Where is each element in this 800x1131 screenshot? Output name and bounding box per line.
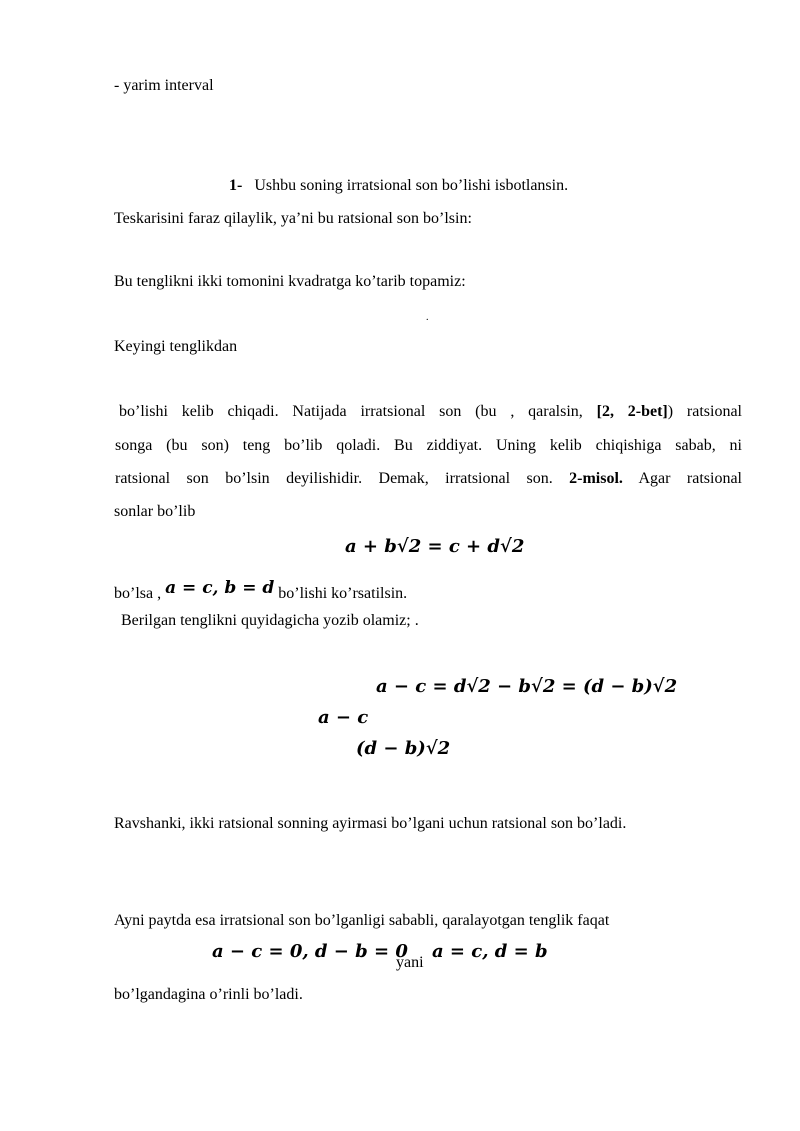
- text-line-same-time: Ayni paytda esa irratsional son bo’lganligi sababli, qaralayotgan tenglik faqat: [114, 912, 610, 929]
- equation-5: a − c = 0, d − b = 0: [212, 941, 408, 962]
- equation-inline-1: a = c, b = d: [165, 578, 275, 598]
- paragraph-line-1: bo’lishi kelib chiqadi. Natijada irratsional son (bu , qaralsin, [2, 2-bet]) ratsional: [119, 403, 743, 420]
- equation-3: a − c: [318, 707, 369, 728]
- text-line-assume: Teskarisini faraz qilaylik, ya’ni bu ratsional son bo’lsin:: [114, 210, 472, 227]
- text-line-clear: Ravshanki, ikki ratsional sonning ayirmasi bo’lgani uchun ratsional son bo’ladi.: [114, 815, 627, 832]
- paragraph-line-2: songa (bu son) teng bo’lib qoladi. Bu ziddiyat. Uning kelib chiqishiga sabab, ni: [115, 437, 742, 454]
- paragraph-line-4: sonlar bo’lib: [114, 503, 196, 520]
- text-line-bolsa: bo’lsa , a = c, b = d bo’lishi ko’rsatilsin.: [114, 578, 408, 602]
- heading-text: Ushbu soning irratsional son bo’lishi isbotlansin.: [254, 177, 569, 194]
- paragraph-line-3: ratsional son bo’lsin deyilishidir. Demak, irratsional son. 2-misol. Agar ratsional: [115, 470, 742, 487]
- equation-6: a = c, d = b: [432, 941, 548, 962]
- text-line-square: Bu tenglikni ikki tomonini kvadratga ko’tarib topamiz:: [114, 273, 466, 290]
- text-line-yarim-interval: - yarim interval: [114, 77, 214, 94]
- heading-number: 1-: [229, 177, 243, 194]
- reference: [2, 2-bet]: [596, 403, 668, 420]
- heading-problem-1: [229, 178, 568, 194]
- text-yani: yani: [396, 954, 424, 971]
- example-label: 2-misol.: [569, 470, 623, 487]
- equation-2: a − c = d√2 − b√2 = (d − b)√2: [376, 676, 678, 697]
- equation-1: a + b√2 = c + d√2: [345, 536, 525, 557]
- text-line-given: Berilgan tenglikni quyidagicha yozib olamiz; .: [121, 612, 419, 629]
- text-line-final: bo’lgandagina o’rinli bo’ladi.: [114, 986, 303, 1003]
- equation-4: (d − b)√2: [356, 738, 451, 759]
- text-line-next: Keyingi tenglikdan: [114, 338, 238, 355]
- small-dot: .: [426, 312, 429, 323]
